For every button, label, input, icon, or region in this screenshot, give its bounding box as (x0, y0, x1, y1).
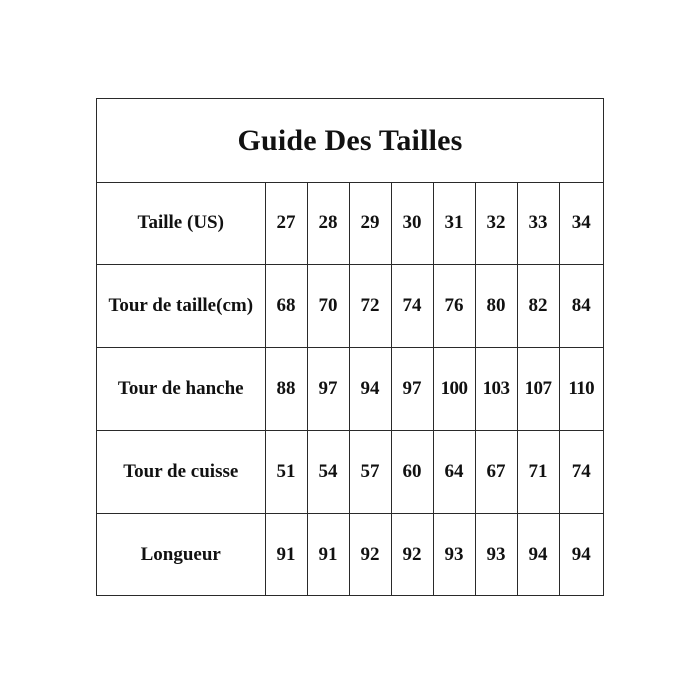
size-cell: 76 (433, 264, 475, 347)
row-label: Tour de taille(cm) (97, 264, 265, 347)
size-cell: 84 (559, 264, 603, 347)
row-label: Tour de cuisse (97, 431, 265, 514)
size-cell: 97 (391, 347, 433, 430)
table-row (97, 264, 603, 347)
size-cell: 32 (475, 183, 517, 264)
size-cell: 91 (265, 514, 307, 595)
size-cell: 93 (433, 514, 475, 595)
size-cell: 103 (475, 347, 517, 430)
table-row (97, 431, 603, 514)
size-cell: 29 (349, 183, 391, 264)
size-cell: 33 (517, 183, 559, 264)
size-cell: 67 (475, 431, 517, 514)
size-cell: 30 (391, 183, 433, 264)
size-cell: 28 (307, 183, 349, 264)
size-guide (96, 98, 604, 596)
size-cell: 82 (517, 264, 559, 347)
size-cell: 91 (307, 514, 349, 595)
size-cell: 68 (265, 264, 307, 347)
size-table (97, 183, 603, 595)
table-row (97, 514, 603, 595)
table-row (97, 347, 603, 430)
size-cell: 31 (433, 183, 475, 264)
size-cell: 74 (559, 431, 603, 514)
size-cell: 94 (349, 347, 391, 430)
size-cell: 94 (517, 514, 559, 595)
size-cell: 97 (307, 347, 349, 430)
size-cell: 74 (391, 264, 433, 347)
size-cell: 54 (307, 431, 349, 514)
size-cell: 71 (517, 431, 559, 514)
size-cell: 92 (391, 514, 433, 595)
guide-title: Guide Des Tailles (97, 99, 603, 183)
size-cell: 60 (391, 431, 433, 514)
size-cell: 93 (475, 514, 517, 595)
size-cell: 72 (349, 264, 391, 347)
row-label: Tour de hanche (97, 347, 265, 430)
size-cell: 94 (559, 514, 603, 595)
size-cell: 57 (349, 431, 391, 514)
size-cell: 107 (517, 347, 559, 430)
size-cell: 51 (265, 431, 307, 514)
row-label: Taille (US) (97, 183, 265, 264)
table-row (97, 183, 603, 264)
size-cell: 88 (265, 347, 307, 430)
size-cell: 80 (475, 264, 517, 347)
size-cell: 27 (265, 183, 307, 264)
size-cell: 34 (559, 183, 603, 264)
size-cell: 92 (349, 514, 391, 595)
size-cell: 70 (307, 264, 349, 347)
row-label: Longueur (97, 514, 265, 595)
size-cell: 64 (433, 431, 475, 514)
size-cell: 100 (433, 347, 475, 430)
size-table-body (97, 183, 603, 595)
size-cell: 110 (559, 347, 603, 430)
